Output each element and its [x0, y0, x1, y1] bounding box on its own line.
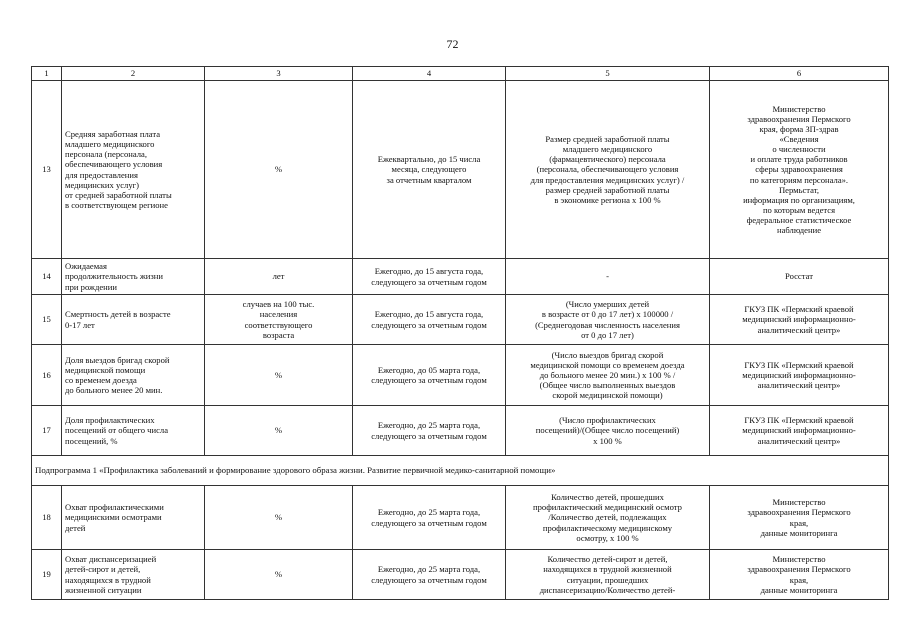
data-source: Росстат — [710, 259, 889, 295]
row-number: 19 — [32, 550, 62, 600]
column-number: 2 — [62, 67, 205, 81]
row-number: 17 — [32, 406, 62, 456]
indicator-name: Охват диспансеризацией детей-сирот и детей, находящихся в трудной жизненной ситуации — [62, 550, 205, 600]
data-source: Министерство здравоохранения Пермского края, данные мониторинга — [710, 486, 889, 550]
data-source: ГКУЗ ПК «Пермский краевой медицинский информационно- аналитический центр» — [710, 406, 889, 456]
calculation-formula: (Число выездов бригад скорой медицинской помощи со временем доезда до больного менее 20 мин.) х 100 % / (Общее число выполненных выездов скорой медицинской помощи) — [506, 345, 710, 406]
column-number: 1 — [32, 67, 62, 81]
subprogram-title: Подпрограмма 1 «Профилактика заболеваний и формирование здорового образа жизни. Развитие первичной медико-санитарной помощи» — [32, 456, 889, 486]
table-row — [32, 550, 889, 600]
unit-of-measure: лет — [205, 259, 353, 295]
data-source: ГКУЗ ПК «Пермский краевой медицинский информационно- аналитический центр» — [710, 345, 889, 406]
row-number: 18 — [32, 486, 62, 550]
indicator-name: Средняя заработная плата младшего медицинского персонала (персонала, обеспечивающего условия для предоставления медицинских услуг) от средней заработной платы в соответствующем регионе — [62, 81, 205, 259]
calculation-formula: - — [506, 259, 710, 295]
reporting-period: Ежегодно, до 25 марта года, следующего за отчетным годом — [353, 550, 506, 600]
indicator-name: Смертность детей в возрасте 0-17 лет — [62, 295, 205, 345]
table-row — [32, 406, 889, 456]
row-number: 14 — [32, 259, 62, 295]
reporting-period: Ежеквартально, до 15 числа месяца, следующего за отчетным кварталом — [353, 81, 506, 259]
table-row — [32, 81, 889, 259]
data-source: ГКУЗ ПК «Пермский краевой медицинский информационно- аналитический центр» — [710, 295, 889, 345]
column-number: 3 — [205, 67, 353, 81]
data-source: Министерство здравоохранения Пермского края, данные мониторинга — [710, 550, 889, 600]
row-number: 15 — [32, 295, 62, 345]
indicator-name: Доля профилактических посещений от общего числа посещений, % — [62, 406, 205, 456]
row-number: 16 — [32, 345, 62, 406]
calculation-formula: (Число профилактических посещений)/(Общее число посещений) х 100 % — [506, 406, 710, 456]
indicator-name: Ожидаемая продолжительность жизни при рождении — [62, 259, 205, 295]
indicator-name: Доля выездов бригад скорой медицинской помощи со временем доезда до больного менее 20 мин. — [62, 345, 205, 406]
column-number: 6 — [710, 67, 889, 81]
calculation-formula: Размер средней заработной платы младшего медицинского (фармацевтического) персонала (персонала, обеспечивающего условия для предоставления медицинских услуг) / размер средней заработной платы в экономике региона х 100 % — [506, 81, 710, 259]
reporting-period: Ежегодно, до 25 марта года, следующего за отчетным годом — [353, 486, 506, 550]
unit-of-measure: % — [205, 550, 353, 600]
indicators-table — [31, 66, 889, 600]
column-number: 5 — [506, 67, 710, 81]
unit-of-measure: % — [205, 345, 353, 406]
column-number-row — [32, 67, 889, 81]
page-number: 72 — [446, 37, 459, 51]
table-row — [32, 345, 889, 406]
column-number: 4 — [353, 67, 506, 81]
calculation-formula: (Число умерших детей в возрасте от 0 до 17 лет) х 100000 / (Среднегодовая численность населения от 0 до 17 лет) — [506, 295, 710, 345]
unit-of-measure: % — [205, 406, 353, 456]
data-source: Министерство здравоохранения Пермского края, форма ЗП-здрав «Сведения о численности и оплате труда работников сферы здравоохранения по категориям персонала». Пермьстат, информация по организациям, по которым ведется федеральное статистическое наблюдение — [710, 81, 889, 259]
row-number: 13 — [32, 81, 62, 259]
reporting-period: Ежегодно, до 15 августа года, следующего за отчетным годом — [353, 259, 506, 295]
unit-of-measure: случаев на 100 тыс. населения соответствующего возраста — [205, 295, 353, 345]
calculation-formula: Количество детей-сирот и детей, находящихся в трудной жизненной ситуации, прошедших диспансеризацию/Количество детей- — [506, 550, 710, 600]
table-row — [32, 259, 889, 295]
unit-of-measure: % — [205, 486, 353, 550]
table-row — [32, 295, 889, 345]
subprogram-row — [32, 456, 889, 486]
reporting-period: Ежегодно, до 15 августа года, следующего за отчетным годом — [353, 295, 506, 345]
reporting-period: Ежегодно, до 05 марта года, следующего за отчетным годом — [353, 345, 506, 406]
indicator-name: Охват профилактическими медицинскими осмотрами детей — [62, 486, 205, 550]
table-row — [32, 486, 889, 550]
calculation-formula: Количество детей, прошедших профилактический медицинский осмотр /Количество детей, подлежащих профилактическому медицинскому осмотру, х 100 % — [506, 486, 710, 550]
reporting-period: Ежегодно, до 25 марта года, следующего за отчетным годом — [353, 406, 506, 456]
unit-of-measure: % — [205, 81, 353, 259]
